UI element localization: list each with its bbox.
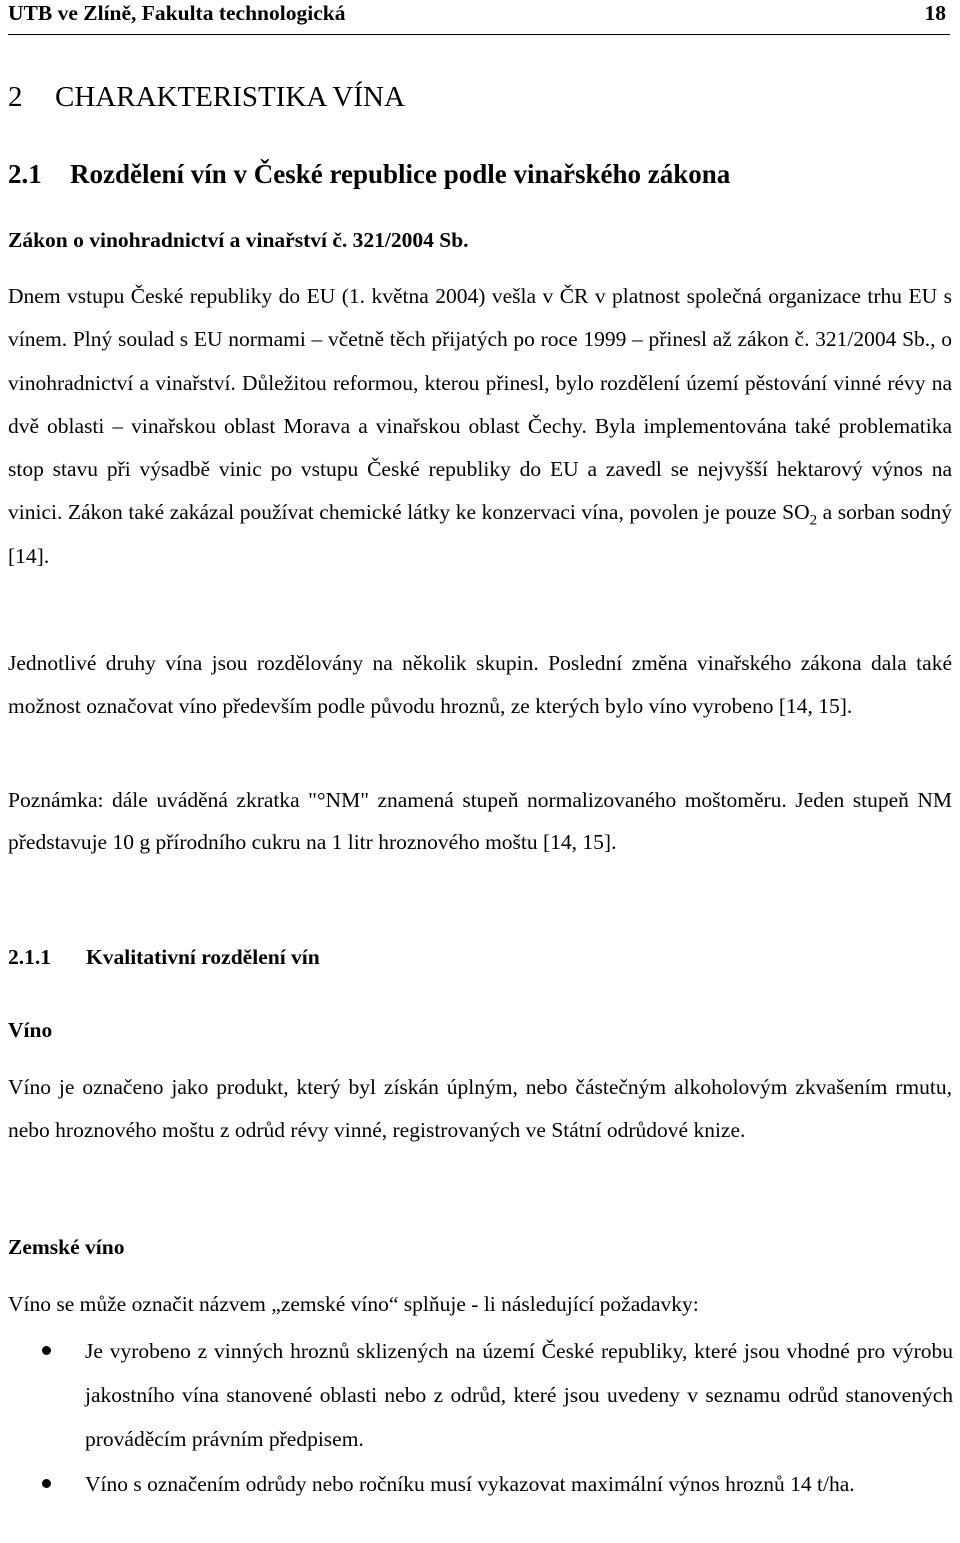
bullet-dot	[42, 1479, 51, 1488]
header-institution: UTB ve Zlíně, Fakulta technologická	[8, 1, 346, 25]
list-item: Víno s označením odrůdy nebo ročníku musí vykazovat maximální výnos hroznů 14 t/ha.	[85, 1472, 855, 1496]
zemske-intro: Víno se může označit názvem „zemské víno“ splňuje - li následující požadavky:	[8, 1292, 699, 1316]
vino-heading: Víno	[8, 1018, 53, 1042]
paragraph-law-subscript: 2	[809, 512, 818, 529]
zemske-heading: Zemské víno	[8, 1235, 125, 1259]
section-title: Rozdělení vín v České republice podle vinařského zákona	[70, 159, 731, 189]
paragraph-note: Poznámka: dále uváděná zkratka "°NM" znamená stupeň normalizovaného moštoměru. Jeden stupeň NM představuje 10 g přírodního cukru na 1 litr hroznového moštu [14, 15].	[8, 788, 952, 855]
chapter-title: CHARAKTERISTIKA VÍNA	[55, 81, 405, 113]
chapter-number: 2	[8, 81, 23, 113]
subsection-title: Kvalitativní rozdělení vín	[86, 945, 320, 969]
section-number: 2.1	[8, 159, 42, 189]
section-heading	[8, 157, 952, 191]
paragraph-law	[8, 275, 952, 578]
list-item: Je vyrobeno z vinných hroznů sklizených na území České republiky, které jsou vhodné pro výrobu jakostního vína stanovené oblasti nebo z odrůd, které jsou uvedeny v seznamu odrůd stanovených prováděcím právním předpisem.	[85, 1339, 953, 1451]
bullet-dot	[42, 1346, 51, 1355]
paragraph-law-text: Dnem vstupu České republiky do EU (1. května 2004) vešla v ČR v platnost společná organizace trhu EU s vínem. Plný soulad s EU normami – včetně těch přijatých po roce 1999 – přinesl až zákon č. 321/2004 Sb., o vinohradnictví a vinařství. Důležitou reformou, kterou přinesl, bylo rozdělení území pěstování vinné révy na dvě oblasti – vinařskou oblast Morava a vinařskou oblast Čechy. Byla implementována také problematika stop stavu při výsadbě vinic po vstupu České republiky do EU a zavedl se nejvyšší hektarový výnos na vinici. Zákon také zakázal používat chemické látky ke konzervaci vína, povolen je pouze SO	[8, 284, 952, 525]
page-header	[8, 0, 950, 35]
vino-definition: Víno je označeno jako produkt, který byl získán úplným, nebo částečným alkoholovým zkvašením rmutu, nebo hroznového moštu z odrůd révy vinné, registrovaných ve Státní odrůdové knize.	[8, 1075, 952, 1143]
chapter-heading	[8, 79, 952, 115]
header-page-number: 18	[924, 1, 946, 25]
paragraph-law-text-end: a sorban sodný [14].	[8, 500, 952, 568]
subsection-number: 2.1.1	[8, 945, 51, 969]
law-title: Zákon o vinohradnictví a vinařství č. 321/2004 Sb.	[8, 228, 469, 252]
subsection-heading	[8, 942, 952, 972]
paragraph-groups: Jednotlivé druhy vína jsou rozdělovány na několik skupin. Poslední změna vinařského zákona dala také možnost označovat víno především podle původu hroznů, ze kterých bylo víno vyrobeno [14, 15].	[8, 651, 952, 719]
